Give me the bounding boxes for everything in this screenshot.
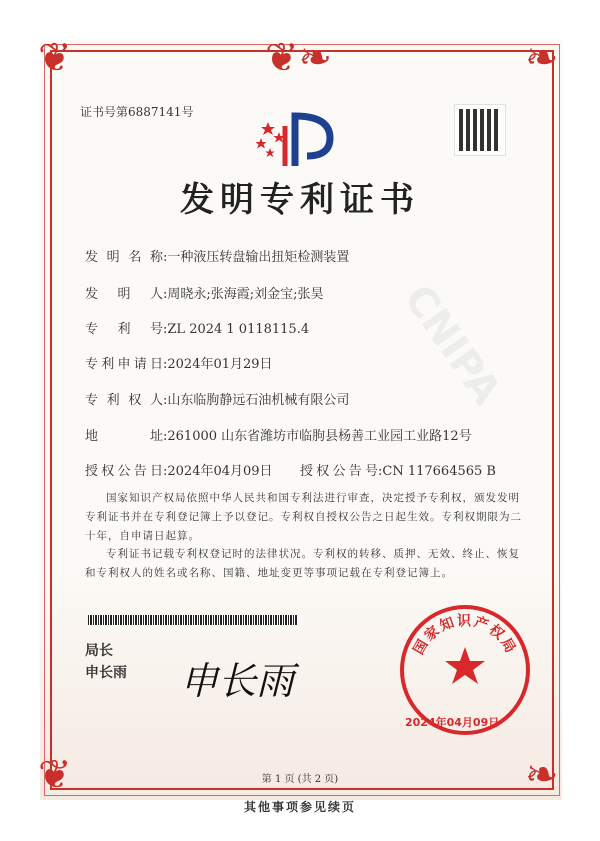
field-inventors: 发明人:周晓永;张海霞;刘金宝;张昊 [85, 287, 324, 302]
field-invention-name: 发明名称:一种液压转盘输出扭矩检测装置 [85, 250, 350, 265]
signatory-title: 局长 [85, 643, 113, 659]
national-emblem-icon [445, 647, 485, 684]
certificate-title: 发明专利证书 [180, 180, 420, 220]
field-patent-number: 专利号:ZL 2024 1 0118115.4 [85, 322, 310, 337]
legal-paragraph: 国家知识产权局依照中华人民共和国专利法进行审查，决定授予专利权，颁发发明专利证书并在专利登记簿上予以登记。专利权自授权公告之日起生效。专利权期限为二十年，自申请日起算。 [85, 492, 522, 542]
seal-text: 国家知识产权局 [410, 613, 520, 658]
barcode [88, 615, 298, 625]
corner-ornament-icon: ❦ [38, 752, 72, 798]
field-grant-number: 授权公告号:CN 117664565 B [300, 464, 496, 479]
field-grant-date: 授权公告日:2024年04月09日 [85, 464, 273, 479]
page-indicator: 第 1 页 (共 2 页) [261, 774, 339, 785]
qr-code [455, 105, 505, 155]
certificate-number: 证书号第6887141号 [80, 105, 194, 119]
top-ornament-icon: ❦❧ [265, 35, 333, 81]
corner-ornament-icon: ❧ [525, 752, 559, 798]
continuation-note: 其他事项参见续页 [243, 800, 356, 814]
signatory-name: 申长雨 [85, 665, 127, 681]
field-patentee: 专利权人:山东临朐静远石油机械有限公司 [85, 393, 350, 408]
corner-ornament-icon: ❦ [38, 35, 72, 81]
cnipa-logo-icon [255, 108, 345, 170]
legal-paragraph: 专利证书记载专利权登记时的法律状况。专利权的转移、质押、无效、终止、恢复和专利权人的姓名或名称、国籍、地址变更等事项记载在专利登记簿上。 [85, 548, 520, 579]
field-application-date: 专利申请日:2024年01月29日 [85, 357, 273, 372]
corner-ornament-icon: ❧ [525, 35, 559, 81]
field-address: 地址:261000 山东省潍坊市临朐县杨善工业园工业路12号 [85, 429, 472, 444]
handwritten-signature: 申长雨 [180, 659, 295, 703]
seal-graphic [404, 609, 526, 731]
seal-date: 2024年04月09日 [405, 716, 500, 729]
watermark: CNIPA [394, 276, 510, 414]
